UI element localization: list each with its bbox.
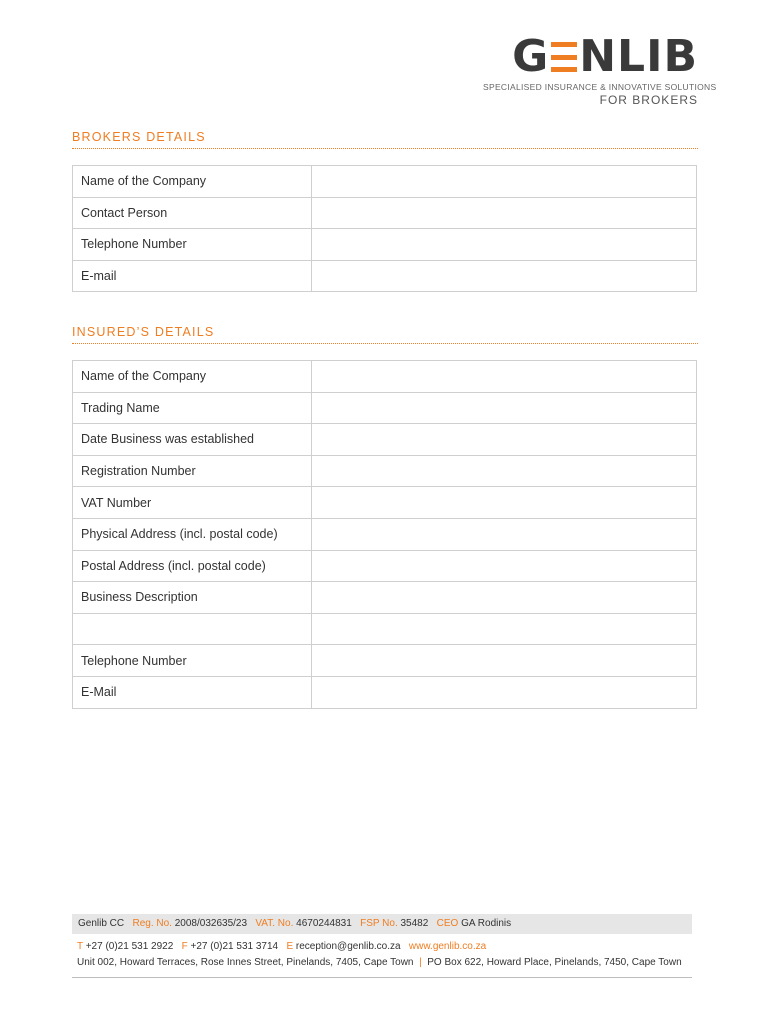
footer-fsp-label: FSP No. xyxy=(360,918,398,929)
insured-row-value-field[interactable] xyxy=(312,361,697,393)
insured-row-label: Business Description xyxy=(73,582,312,614)
footer-fax-label: F xyxy=(181,941,188,952)
footer-ceo-label: CEO xyxy=(436,918,459,929)
insured-row-label: Registration Number xyxy=(73,455,312,487)
footer-email-label: E xyxy=(286,941,294,952)
brokers-row-value-field[interactable] xyxy=(312,166,697,198)
footer-contact-line xyxy=(77,941,486,952)
brokers-row-label: Contact Person xyxy=(73,197,312,229)
insured-table xyxy=(72,360,697,709)
insured-row-label: Date Business was established xyxy=(73,424,312,456)
brokers-row-value-field[interactable] xyxy=(312,197,697,229)
footer-tel-label: T xyxy=(77,941,83,952)
footer-reg-value: 2008/032635/23 xyxy=(174,918,248,929)
logo-wordmark xyxy=(483,31,698,82)
footer-fax-value: +27 (0)21 531 3714 xyxy=(190,941,279,952)
insured-row-label: Trading Name xyxy=(73,392,312,424)
insured-row-label: E-Mail xyxy=(73,676,312,708)
insured-row-value-field[interactable] xyxy=(312,455,697,487)
footer-registration-bar xyxy=(72,914,692,934)
insured-row-label xyxy=(73,613,312,645)
footer-company: Genlib CC xyxy=(78,918,125,929)
footer-address-line xyxy=(77,957,682,968)
logo-e-bars-icon xyxy=(551,42,577,72)
insured-row-label: Postal Address (incl. postal code) xyxy=(73,550,312,582)
brokers-row-value-field[interactable] xyxy=(312,260,697,292)
insured-row-label: Name of the Company xyxy=(73,361,312,393)
insured-row-value-field[interactable] xyxy=(312,424,697,456)
insured-row xyxy=(73,487,697,519)
brokers-row-label: E-mail xyxy=(73,260,312,292)
footer-email-value[interactable]: reception@genlib.co.za xyxy=(295,941,401,952)
insured-row xyxy=(73,424,697,456)
insured-row-label: VAT Number xyxy=(73,487,312,519)
insured-row-value-field[interactable] xyxy=(312,582,697,614)
footer-reg-label: Reg. No. xyxy=(132,918,172,929)
insured-row xyxy=(73,676,697,708)
insured-row-value-field[interactable] xyxy=(312,518,697,550)
logo-letters-after: NLIB xyxy=(579,31,698,82)
logo-letters-before: G xyxy=(512,31,550,82)
insured-row xyxy=(73,550,697,582)
brokers-row xyxy=(73,260,697,292)
footer-separator: | xyxy=(419,957,422,968)
insured-row-label: Physical Address (incl. postal code) xyxy=(73,518,312,550)
footer-vat-label: VAT. No. xyxy=(255,918,294,929)
footer-vat-value: 4670244831 xyxy=(296,918,352,929)
brokers-row xyxy=(73,166,697,198)
brokers-section xyxy=(72,130,698,292)
insured-row-value-field[interactable] xyxy=(312,550,697,582)
footer-address: Unit 002, Howard Terraces, Rose Innes Street, Pinelands, 7405, Cape Town xyxy=(77,957,414,968)
brokers-row-value-field[interactable] xyxy=(312,229,697,261)
logo-tagline: SPECIALISED INSURANCE & INNOVATIVE SOLUTIONS xyxy=(483,82,717,92)
footer-ceo-value: GA Rodinis xyxy=(461,918,512,929)
insured-row xyxy=(73,645,697,677)
footer-website-link[interactable]: www.genlib.co.za xyxy=(408,941,487,952)
insured-row xyxy=(73,518,697,550)
insured-row-value-field[interactable] xyxy=(312,676,697,708)
insured-section-title: INSURED’S DETAILS xyxy=(72,325,698,344)
footer-tel-value: +27 (0)21 531 2922 xyxy=(85,941,174,952)
brokers-row-label: Telephone Number xyxy=(73,229,312,261)
brokers-section-title: BROKERS DETAILS xyxy=(72,130,698,149)
insured-row-value-field[interactable] xyxy=(312,613,697,645)
company-logo xyxy=(483,31,717,107)
insured-row xyxy=(73,392,697,424)
insured-row-value-field[interactable] xyxy=(312,487,697,519)
insured-row-value-field[interactable] xyxy=(312,645,697,677)
insured-section xyxy=(72,325,698,709)
insured-row xyxy=(73,361,697,393)
logo-subtitle: FOR BROKERS xyxy=(599,93,698,107)
brokers-table xyxy=(72,165,697,292)
footer-divider xyxy=(72,977,692,978)
insured-row xyxy=(73,582,697,614)
brokers-row-label: Name of the Company xyxy=(73,166,312,198)
footer-po-box: PO Box 622, Howard Place, Pinelands, 7450, Cape Town xyxy=(427,957,682,968)
footer-fsp-value: 35482 xyxy=(400,918,429,929)
insured-row-value-field[interactable] xyxy=(312,392,697,424)
brokers-row xyxy=(73,197,697,229)
insured-row xyxy=(73,455,697,487)
insured-row xyxy=(73,613,697,645)
brokers-row xyxy=(73,229,697,261)
insured-row-label: Telephone Number xyxy=(73,645,312,677)
